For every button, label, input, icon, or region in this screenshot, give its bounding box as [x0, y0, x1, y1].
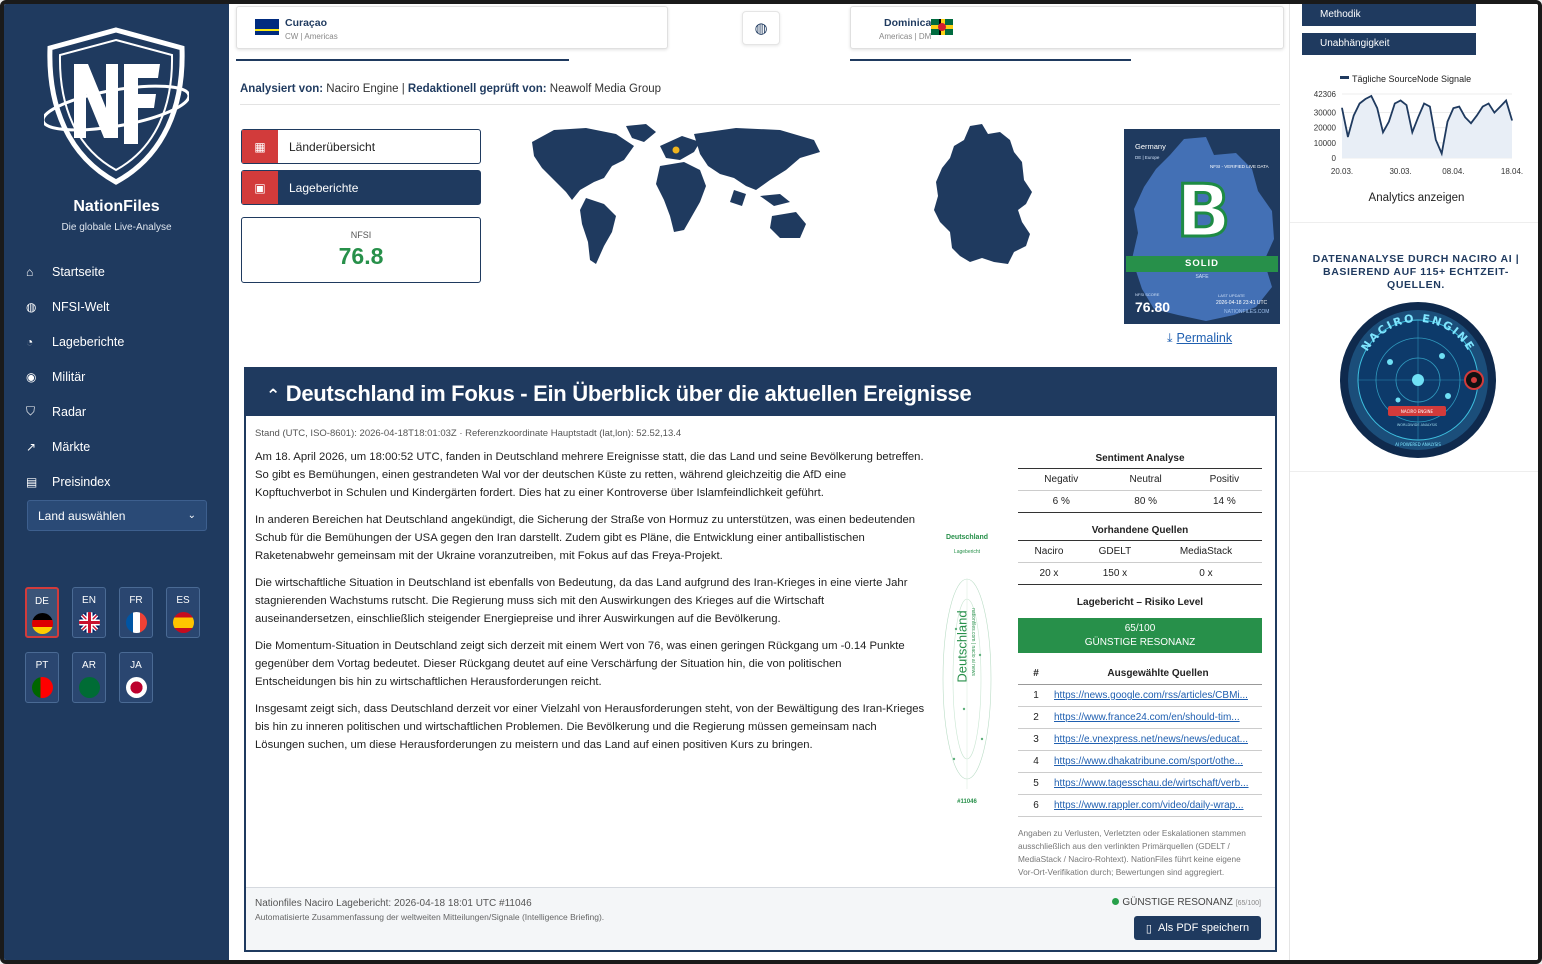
table-row	[1018, 685, 1262, 707]
resonance-status	[1112, 897, 1261, 908]
footer-description: Automatisierte Zusammenfassung der weltweiten Mitteilungen/Signale (Intelligence Briefing).	[255, 912, 605, 922]
country-overview-button[interactable]	[241, 129, 481, 164]
vertical-image-subtitle: Lagebericht	[953, 549, 981, 555]
sidebar-item-label: Preisindex	[52, 474, 111, 489]
chart-x-tick: 20.03.	[1330, 167, 1354, 176]
vertical-image-big-text: Deutschland	[954, 610, 970, 683]
vertical-image-id: #11046	[957, 799, 977, 805]
footer-report-id: Nationfiles Naciro Lagebericht: 2026-04-18 18:01 UTC #11046	[255, 898, 532, 909]
vertical-image-title: Deutschland	[945, 534, 988, 541]
lang-en[interactable]	[72, 587, 106, 638]
sentiment-col: Neutral	[1105, 469, 1187, 491]
brand-name: NationFiles	[73, 198, 160, 215]
save-pdf-label: Als PDF speichern	[1157, 922, 1250, 934]
sentiment-col: Positiv	[1187, 469, 1262, 491]
prev-country-name: Curaçao	[285, 17, 328, 29]
risk-score: 65/100	[1124, 623, 1156, 634]
chart-point	[1353, 115, 1354, 116]
methodik-button[interactable]	[1302, 4, 1476, 26]
report-paragraph: In anderen Bereichen hat Deutschland angekündigt, die Sicherung der Straße von Hormuz zu unterstützen, was einen bedeutenden Schub für die Bemühungen der USA gegen den Iran darstellt. Zudem gibt es Pläne, die Entwicklung einer antiballistischen Raketenabwehr gemeinsam mit der Ukraine voranzutreiben, mit Fokus auf das Freya-Projekt.	[255, 514, 916, 562]
chart-point	[1388, 121, 1389, 122]
download-icon: ⤓	[1167, 331, 1173, 345]
analysed-value: Naciro Engine	[326, 83, 399, 95]
sentiment-heading: Sentiment Analyse	[1095, 453, 1185, 464]
sidebar-item-militaer[interactable]	[26, 359, 124, 394]
sidebar	[4, 4, 229, 964]
report-paragraph: Die Momentum-Situation in Deutschland zeigt sich derzeit mit einem Wert von 76, was einen geringen Rückgang um -0.14 Punkte gegenüber dem Vortag bedeutet. Dieser Rückgang deutet auf eine Verschärfung der Situation hin, die von politischen Entscheidungen bis hin zu wirtschaftlichen Herausforderungen reicht.	[255, 640, 905, 688]
reports-button[interactable]	[241, 170, 481, 205]
chart-point	[1406, 104, 1407, 105]
flag-dm-icon	[931, 19, 953, 35]
chart-point	[1341, 107, 1342, 108]
report-title: Deutschland im Fokus - Ein Überblick über die aktuellen Ereignisse	[285, 381, 972, 406]
chevron-down-icon: ⌄	[187, 510, 196, 521]
chart-point	[1488, 103, 1489, 104]
source-link[interactable]: https://news.google.com/rss/articles/CBMi...	[1054, 690, 1248, 701]
prev-country-sub: CW | Americas	[285, 32, 338, 41]
analysis-line	[240, 83, 661, 95]
next-country-underline	[850, 59, 1131, 61]
divider	[1290, 222, 1542, 223]
country-overview-label: Länderübersicht	[289, 139, 376, 154]
analytics-link[interactable]: Analytics anzeigen	[1368, 192, 1465, 204]
flag-fr-icon	[126, 612, 147, 633]
chevron-up-icon: ⌃	[266, 386, 280, 405]
independence-button[interactable]	[1302, 33, 1476, 55]
badge-site: NATIONFILES.COM	[1224, 309, 1270, 315]
badge-status: SOLID	[1126, 256, 1278, 272]
next-country-card[interactable]	[850, 6, 1284, 49]
home-icon: ⌂	[26, 264, 34, 279]
next-country-sub: Americas | DM	[879, 32, 932, 41]
flag-cw-icon	[255, 19, 279, 35]
sidebar-item-lageberichte[interactable]	[26, 324, 124, 359]
prev-country-underline	[236, 59, 569, 61]
permalink-link[interactable]	[1167, 331, 1232, 346]
lang-code: AR	[82, 660, 96, 671]
lang-es[interactable]	[166, 587, 200, 638]
resonance-label: GÜNSTIGE RESONANZ	[1122, 897, 1233, 908]
badge-score-label: NFSI SCORE	[1135, 292, 1160, 297]
globe-icon: ◍	[26, 299, 37, 314]
sidebar-item-label: Märkte	[52, 439, 91, 454]
table-row	[1018, 729, 1262, 751]
brand-tagline: Die globale Live-Analyse	[61, 222, 172, 233]
chart-point	[1412, 132, 1413, 133]
lang-ar[interactable]	[72, 652, 106, 703]
lang-ja[interactable]	[119, 652, 153, 703]
nfsi-value: 76.8	[338, 243, 384, 269]
lang-fr[interactable]	[119, 587, 153, 638]
naciro-label-line: WORLDWIDE ANALYSIS	[1396, 423, 1438, 427]
lang-code: DE	[35, 596, 49, 607]
divider	[240, 104, 1280, 105]
signal-line-chart[interactable]	[1290, 66, 1542, 191]
naciro-label-line: NACIRO ENGINE	[1400, 409, 1434, 414]
reviewed-value: Neawolf Media Group	[549, 83, 662, 95]
sidebar-item-preisindex[interactable]	[26, 464, 124, 499]
chart-point	[1476, 115, 1477, 116]
independence-label: Unabhängigkeit	[1320, 38, 1390, 49]
sources-count-col: MediaStack	[1150, 541, 1262, 563]
report-stats	[1018, 449, 1262, 879]
chart-legend-swatch	[1340, 76, 1349, 79]
chart-point	[1418, 117, 1419, 118]
sentiment-col: Negativ	[1018, 469, 1105, 491]
flag-sa-icon	[79, 677, 100, 698]
country-select-value: Land auswählen	[38, 508, 126, 523]
sidebar-item-nfsi-welt[interactable]	[26, 289, 124, 324]
chart-point	[1435, 139, 1436, 140]
lang-pt[interactable]	[25, 652, 59, 703]
source-link[interactable]: https://www.rappler.com/video/daily-wrap...	[1054, 800, 1244, 811]
chart-point	[1377, 107, 1378, 108]
report-paragraph: Am 18. April 2026, um 18:00:52 UTC, fanden in Deutschland mehrere Ereignisse statt, die das Land und seine Bevölkerung betreffen. So gibt es Bemühungen, einen gestrandeten Wal vor der deutschen Küste zu retten, während gleichzeitig die AfD eine Kopftuchverbot in Schulen und Kindergärten fordert. Dies hat zu einer Kontroverse über Islamfeindlichkeit geführt.	[255, 451, 924, 499]
sources-count-col: GDELT	[1080, 541, 1150, 563]
status-dot-icon	[1112, 898, 1119, 905]
permalink-label: Permalink	[1176, 331, 1233, 345]
table-row	[1018, 751, 1262, 773]
source-number: 1	[1018, 685, 1054, 707]
reviewed-label: Redaktionell geprüft von:	[407, 83, 547, 95]
sentiment-value: 14 %	[1187, 491, 1262, 513]
badge-verified: NFSI - VERIFIED LIVE DATA	[1210, 164, 1269, 169]
sidebar-nav	[26, 254, 124, 499]
world-map[interactable]	[524, 120, 824, 268]
report-body	[255, 448, 925, 763]
chart-point	[1453, 107, 1454, 108]
chart-point	[1506, 100, 1507, 101]
badge-country: Germany	[1135, 142, 1166, 151]
report-footer	[246, 887, 1275, 950]
chart-legend-label: Tägliche SourceNode Signale	[1352, 74, 1472, 84]
report-panel	[244, 367, 1277, 952]
chart-x-tick: 30.03.	[1389, 167, 1412, 176]
source-number: 4	[1018, 751, 1054, 773]
disclaimer: Angaben zu Verlusten, Verletzten oder Eskalationen stammen ausschließlich aus den verlinkten Primärquellen (GDELT / MediaStack / Naciro-Rohtext). NationFiles führt keine eigene Vor-Ort-Verifikation durch; Bewertungen sind aggregiert.	[1018, 828, 1246, 877]
divider	[1290, 471, 1542, 472]
sources-num-header: #	[1018, 663, 1054, 685]
sentiment-table	[1018, 468, 1262, 513]
resonance-score: [65/100]	[1235, 900, 1261, 907]
chart-point	[1382, 132, 1383, 133]
sources-count-col: Naciro	[1018, 541, 1080, 563]
sources-count-value: 150 x	[1080, 563, 1150, 585]
lang-code: FR	[129, 595, 143, 606]
source-number: 3	[1018, 729, 1054, 751]
shield-icon: ⛉	[26, 404, 36, 418]
badge-score: 76.80	[1135, 299, 1171, 315]
chart-point	[1359, 103, 1360, 104]
chart-point	[1441, 153, 1442, 154]
methodik-label: Methodik	[1320, 9, 1361, 20]
nfsi-badge[interactable]	[1124, 129, 1280, 324]
flag-es-icon	[173, 612, 194, 633]
sidebar-item-label: Lageberichte	[52, 334, 125, 349]
flag-jp-icon	[126, 677, 147, 698]
chart-point	[1482, 106, 1483, 107]
risk-level-box	[1018, 618, 1262, 653]
report-paragraph: Insgesamt zeigt sich, dass Deutschland derzeit vor einer Vielzahl von Herausforderungen steht, von der Bewältigung des Iran-Krieges bis hin zu inneren politischen und wirtschaftlichen Problemen. Die Bevölkerung und die Regierung müssen gemeinsam nach Lösungen suchen, um diese Herausforderungen zu meistern und das Land auf einen positiven Kurs zu bringen.	[255, 703, 925, 751]
reports-label: Lageberichte	[289, 180, 359, 195]
risk-label: GÜNSTIGE RESONANZ	[1084, 637, 1196, 648]
source-link[interactable]: https://www.dhakatribune.com/sport/othe...	[1054, 756, 1243, 767]
source-link[interactable]: https://www.tagesschau.de/wirtschaft/verb...	[1054, 778, 1249, 789]
sidebar-item-label: NFSI-Welt	[52, 299, 110, 314]
cash-icon: ▤	[26, 474, 38, 489]
lang-code: ES	[176, 595, 190, 606]
lang-code: EN	[82, 595, 96, 606]
chart-point	[1394, 103, 1395, 104]
germany-map	[930, 122, 1038, 268]
nfsi-score-box	[241, 217, 481, 283]
rss-icon: ◔	[26, 334, 34, 349]
nfsi-label: NFSI	[350, 230, 372, 240]
chart-y-tick: 0	[1331, 154, 1336, 163]
sentiment-value: 6 %	[1018, 491, 1105, 513]
flag-uk-icon	[79, 612, 100, 633]
chart-y-tick: 20000	[1313, 123, 1336, 133]
selected-sources-table	[1018, 663, 1262, 817]
next-country-name: Dominica	[884, 17, 932, 29]
lang-de[interactable]	[25, 587, 59, 638]
chart-point	[1500, 106, 1501, 107]
report-paragraph: Die wirtschaftliche Situation in Deutschland ist ebenfalls von Bedeutung, da das Land aufgrund des Iran-Krieges in eine vierte Jahr stagnierenden Wachstums rutscht. Die Regierung muss sich mit den Auswirkungen des Krieges auf die Wirtschaft auseinandersetzen, einschließlich steigender Energiepreise und ihrer Auswirkungen auf die Bevölkerung.	[255, 577, 908, 625]
chart-point	[1447, 121, 1448, 122]
badge-date: 2026-04-18 23:41 UTC	[1216, 300, 1268, 306]
save-pdf-button[interactable]	[1134, 916, 1261, 940]
globe-icon: ◍	[754, 20, 768, 37]
chart-point	[1494, 112, 1495, 113]
report-header[interactable]	[246, 369, 1275, 416]
chart-point	[1429, 106, 1430, 107]
chart-y-tick: 30000	[1313, 108, 1336, 118]
naciro-side-text: AI POWERED ANALYSIS	[1395, 442, 1441, 447]
analysed-label: Analysiert von:	[240, 83, 324, 95]
naciro-engine-logo[interactable]	[1338, 300, 1498, 460]
naciro-heading: DATENANALYSE DURCH NACIRO AI | BASIEREND AUF 115+ ECHTZEIT-QUELLEN.	[1312, 253, 1520, 291]
sidebar-item-label: Militär	[52, 369, 86, 384]
chart-x-tick: 08.04.	[1442, 167, 1465, 176]
chart-point	[1465, 117, 1466, 118]
sources-count-table	[1018, 540, 1262, 585]
right-column	[1289, 4, 1542, 964]
file-icon: ▯	[1145, 922, 1152, 935]
sidebar-item-startseite[interactable]	[26, 254, 124, 289]
sidebar-item-radar[interactable]	[26, 394, 124, 429]
source-link[interactable]: https://www.france24.com/en/should-tim...	[1054, 712, 1240, 723]
analysis-separator: |	[401, 83, 405, 95]
risk-heading: Lagebericht – Risiko Level	[1076, 597, 1204, 608]
table-row	[1018, 795, 1262, 817]
badge-country-sub: DE | Europe	[1135, 155, 1160, 160]
sources-count-value: 0 x	[1150, 563, 1262, 585]
chart-point	[1365, 98, 1366, 99]
vertical-image-side-text: nationfiles.com | nacio ai news	[970, 608, 976, 676]
sources-count-heading: Vorhandene Quellen	[1091, 525, 1189, 536]
chart-y-tick: 10000	[1313, 138, 1336, 148]
id-card-icon: ▣	[242, 171, 278, 204]
badge-grade: B	[1176, 169, 1231, 253]
source-number: 2	[1018, 707, 1054, 729]
report-vertical-image	[936, 519, 998, 809]
chart-icon: ↗	[26, 439, 37, 454]
sources-label-header: Ausgewählte Quellen	[1054, 663, 1262, 685]
prev-country-card[interactable]	[236, 6, 668, 49]
lang-code: JA	[130, 660, 142, 671]
nationfiles-logo[interactable]	[44, 26, 189, 186]
table-row	[1018, 773, 1262, 795]
source-link[interactable]: https://e.vnexpress.net/news/news/educat...	[1054, 734, 1248, 745]
lang-code: PT	[35, 660, 49, 671]
sidebar-item-label: Startseite	[52, 264, 105, 279]
chart-x-tick: 18.04.	[1500, 167, 1524, 176]
source-number: 5	[1018, 773, 1054, 795]
globe-button[interactable]	[742, 11, 780, 45]
chart-point	[1400, 100, 1401, 101]
sources-count-value: 20 x	[1018, 563, 1080, 585]
badge-date-label: LAST UPDATE	[1218, 293, 1245, 298]
grid-icon: ▦	[242, 130, 278, 163]
report-timestamp: Stand (UTC, ISO-8601): 2026-04-18T18:01:03Z · Referenzkoordinate Hauptstadt (lat,lon): 52.52,13.4	[255, 428, 682, 439]
target-icon: ◉	[26, 369, 37, 384]
chart-y-tick: 42306	[1313, 90, 1336, 99]
chart-point	[1511, 120, 1512, 121]
sentiment-value: 80 %	[1105, 491, 1187, 513]
sidebar-item-label: Radar	[52, 404, 87, 419]
chart-point	[1371, 95, 1372, 96]
chart-point	[1470, 123, 1471, 124]
source-number: 6	[1018, 795, 1054, 817]
chart-point	[1423, 103, 1424, 104]
table-row	[1018, 707, 1262, 729]
naciro-ring-text: NACIRO ENGINE	[1358, 311, 1478, 355]
germany-marker	[673, 147, 680, 154]
chart-point	[1459, 106, 1460, 107]
badge-status-sub: SAFE	[1195, 274, 1209, 280]
country-select[interactable]	[27, 500, 207, 531]
flag-pt-icon	[32, 677, 53, 698]
flag-de-icon	[32, 613, 53, 634]
chart-point	[1347, 136, 1348, 137]
sidebar-item-maerkte[interactable]	[26, 429, 124, 464]
